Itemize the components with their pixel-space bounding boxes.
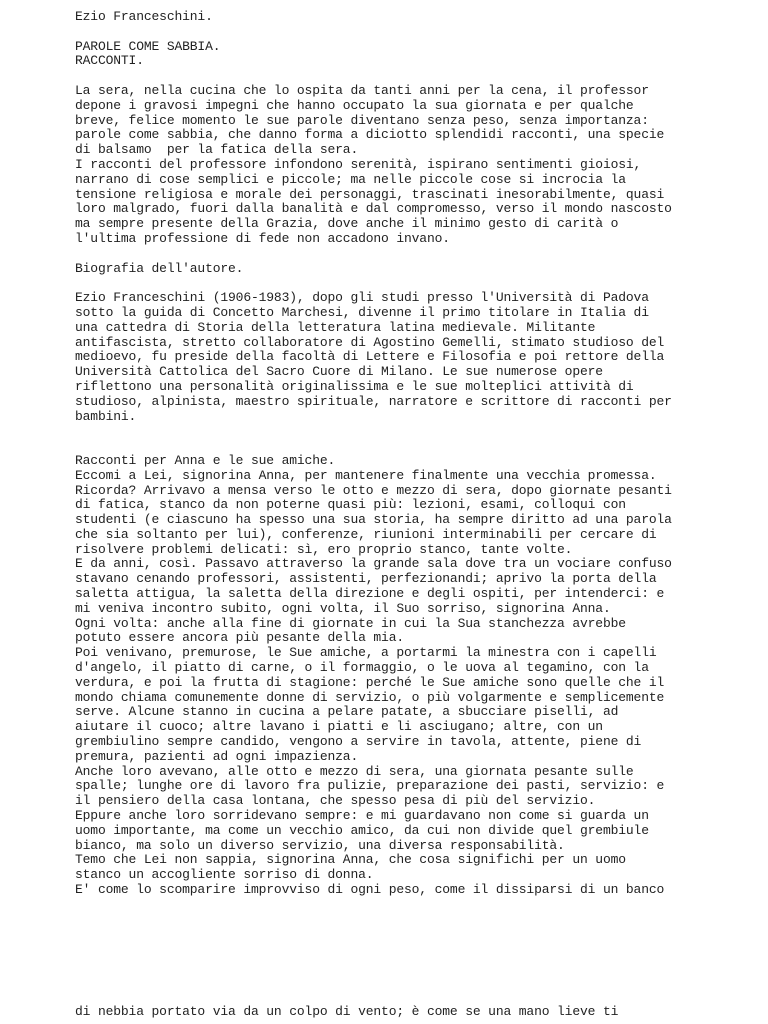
text-line: di fatica, stanco da non poterne quasi più: lezioni, esami, colloqui con	[75, 497, 626, 513]
text-line: medioevo, fu preside della facoltà di Lettere e Filosofia e poi rettore della	[75, 349, 665, 365]
blurb-paragraph	[75, 84, 765, 247]
text-line: aiutare il cuoco; altre lavano i piatti e li asciugano; altre, con un	[75, 719, 603, 735]
text-line: l'ultima professione di fede non accadono invano.	[75, 230, 450, 246]
book-subtitle: RACCONTI.	[75, 53, 144, 69]
text-line: Poi venivano, premurose, le Sue amiche, a portarmi la minestra con i capelli	[75, 645, 657, 661]
text-line: potuto essere ancora più pesante della mia.	[75, 630, 405, 646]
text-line: studioso, alpinista, maestro spirituale, narratore e scrittore di racconti per	[75, 393, 672, 409]
text-line: d'angelo, il piatto di carne, o il formaggio, o le uova al tegamino, con la	[75, 660, 649, 676]
text-line: ma sempre presente della Grazia, dove anche il minimo gesto di carità o	[75, 216, 619, 232]
text-line: bianco, ma solo un diverso servizio, una diversa responsabilità.	[75, 837, 565, 853]
text-line: premura, pazienti ad ogni impazienza.	[75, 748, 359, 764]
spacer	[75, 424, 765, 439]
text-line: mondo chiama comunemente donne di servizio, o più volgarmente e semplicemente	[75, 689, 665, 705]
text-line: stanco un accogliente sorriso di donna.	[75, 867, 374, 883]
text-line: bambini.	[75, 408, 137, 424]
spacer	[75, 247, 765, 262]
text-line: narrano di cose semplici e piccole; ma nelle piccole cose si incrocia la	[75, 171, 626, 187]
text-line: una cattedra di Storia della letteratura latina medievale. Militante	[75, 319, 596, 335]
author-line: Ezio Franceschini.	[75, 9, 213, 24]
text-line: Università Cattolica del Sacro Cuore di Milano. Le sue numerose opere	[75, 364, 603, 380]
story-section	[75, 454, 765, 898]
text-line: Ricorda? Arrivavo a mensa verso le otto e mezzo di sera, dopo giornate pesanti	[75, 482, 672, 498]
text-line: studenti (e ciascuno ha spesso una sua storia, ha sempre diritto ad una parola	[75, 512, 672, 528]
text-line: saletta attigua, la saletta della direzione e degli ospiti, per intenderci: e	[75, 586, 665, 602]
spacer	[75, 439, 765, 454]
text-line: tensione religiosa e morale dei personaggi, trascinati inesorabilmente, quasi	[75, 186, 665, 202]
book-title: PAROLE COME SABBIA.	[75, 38, 221, 54]
text-line: breve, felice momento le sue parole diventano senza peso, senza importanza:	[75, 112, 649, 128]
text-line: grembiulino sempre candido, vengono a servire in tavola, attente, piene di	[75, 734, 642, 750]
text-line: che sia soltanto per lui), conferenze, riunioni interminabili per cercare di	[75, 526, 657, 542]
story-heading: Racconti per Anna e le sue amiche.	[75, 452, 336, 468]
spacer	[75, 276, 765, 291]
text-line: I racconti del professore infondono serenità, ispirano sentimenti gioiosi,	[75, 156, 642, 172]
text-line: parole come sabbia, che danno forma a diciotto splendidi racconti, una specie	[75, 127, 665, 143]
document-page	[75, 10, 765, 898]
text-line: verdura, e poi la frutta di stagione: perché le Sue amiche sono quelle che il	[75, 674, 665, 690]
text-line: E da anni, così. Passavo attraverso la grande sala dove tra un vociare confuso	[75, 556, 672, 572]
text-line: loro malgrado, fuori dalla banalità e dal compromesso, verso il mondo nascosto	[75, 201, 672, 217]
text-line: antifascista, stretto collaboratore di Agostino Gemelli, stimato studioso del	[75, 334, 665, 350]
text-line: uomo importante, ma come un vecchio amico, da cui non divide quel grembiule	[75, 822, 649, 838]
bio-heading: Biografia dell'autore.	[75, 260, 244, 276]
text-line: serve. Alcune stanno in cucina a pelare patate, a sbucciare piselli, ad	[75, 704, 619, 720]
spacer	[75, 69, 765, 84]
text-line: spalle; lunghe ore di lavoro fra pulizie, preparazione dei pasti, servizio: e	[75, 778, 665, 794]
text-line: La sera, nella cucina che lo ospita da tanti anni per la cena, il professor	[75, 82, 649, 98]
text-line: mi veniva incontro subito, ogni volta, il Suo sorriso, signorina Anna.	[75, 600, 611, 616]
text-line: Temo che Lei non sappia, signorina Anna, che cosa significhi per un uomo	[75, 852, 626, 868]
text-line: Anche loro avevano, alle otto e mezzo di sera, una giornata pesante sulle	[75, 763, 634, 779]
text-line: riflettono una personalità originalissima e le sue molteplici attività di	[75, 378, 634, 394]
spacer	[75, 25, 765, 40]
page-bottom-line: di nebbia portato via da un colpo di vento; è come se una mano lieve ti	[75, 1004, 619, 1019]
text-line: stavano cenando professori, assistenti, perfezionandi; aprivo la porta della	[75, 571, 657, 587]
text-line: il pensiero della casa lontana, che spesso pesa di più del servizio.	[75, 793, 596, 809]
text-line: Eccomi a Lei, signorina Anna, per mantenere finalmente una vecchia promessa.	[75, 467, 657, 483]
text-line: E' come lo scomparire improvviso di ogni peso, come il dissiparsi di un banco	[75, 882, 665, 898]
text-line: di balsamo per la fatica della sera.	[75, 142, 359, 158]
text-line: risolvere problemi delicati: sì, ero proprio stanco, tante volte.	[75, 541, 573, 557]
text-line: Eppure anche loro sorridevano sempre: e mi guardavano non come si guarda un	[75, 808, 649, 824]
text-line: depone i gravosi impegni che hanno occupato la sua giornata e per qualche	[75, 97, 634, 113]
bio-paragraph	[75, 291, 765, 424]
text-line: sotto la guida di Concetto Marchesi, divenne il primo titolare in Italia di	[75, 304, 649, 320]
text-line: Ogni volta: anche alla fine di giornate in cui la Sua stanchezza avrebbe	[75, 615, 626, 631]
text-line: Ezio Franceschini (1906-1983), dopo gli studi presso l'Università di Padova	[75, 290, 649, 306]
